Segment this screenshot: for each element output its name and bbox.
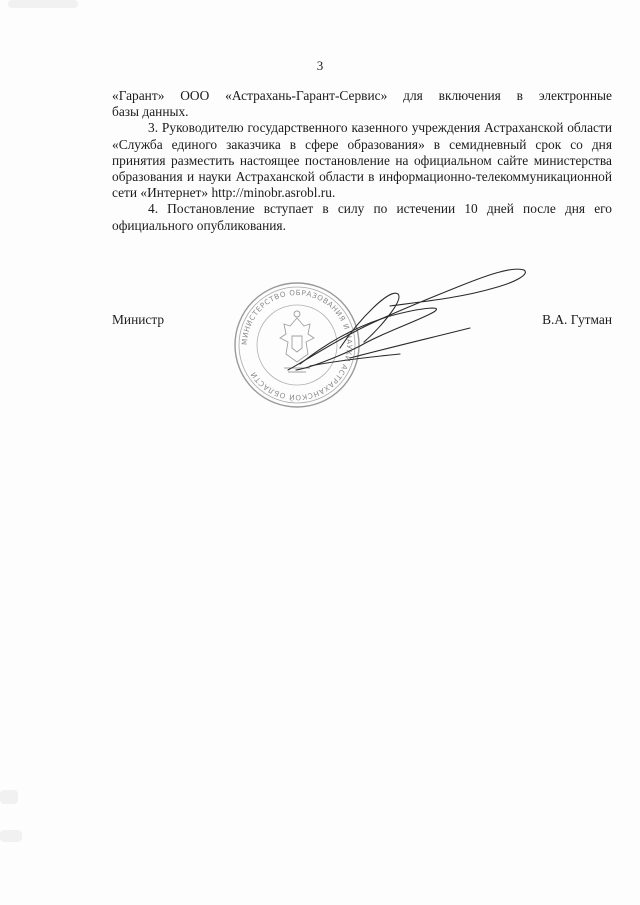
page-number: 3 [316, 58, 324, 73]
document-body [112, 88, 612, 234]
scan-artifact [8, 0, 78, 8]
scan-artifact [0, 830, 22, 842]
paragraph-item-3: 3. Руководителю государственного казенного учреждения Астраханской области «Служба единого заказчика в сфере образования» в семидневный срок со дня принятия разместить настоящее постановление на официальном сайте министерства образования и науки Астраханской области в информационно-телекоммуникационной сети «Интернет» http://minobr.asrobl.ru. [112, 120, 612, 201]
signatory-name: В.А. Гутман [542, 312, 612, 327]
paragraph-continuation-line: «Гарант» ООО «Астрахань-Гарант-Сервис» для включения в электронные [112, 88, 612, 103]
paragraph-continuation-end: базы данных. [112, 104, 189, 120]
handwritten-signature [280, 258, 530, 378]
signatory-title: Министр [112, 312, 165, 327]
scan-artifact [0, 790, 18, 804]
seal-text: МИНИСТЕРСТВО ОБРАЗОВАНИЯ И НАУКИ АСТРАХАНСКОЙ ОБЛАСТИ [239, 287, 355, 403]
paragraph-item-4: 4. Постановление вступает в силу по истечении 10 дней после дня его официального опубликования. [112, 201, 612, 233]
